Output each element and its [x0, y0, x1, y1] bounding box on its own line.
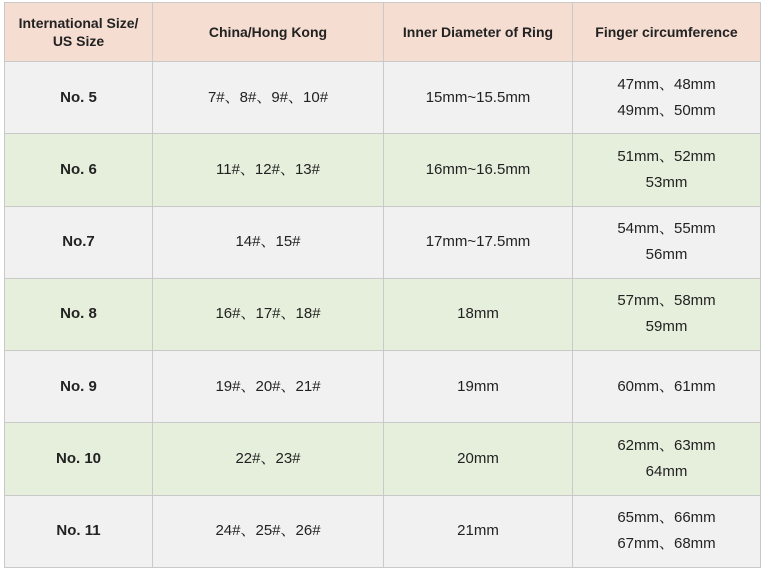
cell-china-size: 24#、25#、26#	[153, 495, 384, 567]
cell-china-size: 19#、20#、21#	[153, 351, 384, 423]
cell-international-size: No. 10	[5, 423, 153, 495]
table-row	[5, 278, 761, 350]
table-row	[5, 62, 761, 134]
finger-line2: 59mm	[645, 318, 688, 336]
table-row	[5, 423, 761, 495]
cell-finger-circumference	[573, 495, 761, 567]
cell-inner-diameter: 20mm	[384, 423, 573, 495]
cell-international-size: No. 8	[5, 278, 153, 350]
cell-international-size: No. 9	[5, 351, 153, 423]
header-international-line2: US Size	[52, 33, 105, 49]
cell-inner-diameter: 15mm~15.5mm	[384, 62, 573, 134]
cell-international-size: No. 5	[5, 62, 153, 134]
finger-line2: 67mm、68mm	[617, 535, 716, 553]
cell-inner-diameter: 18mm	[384, 278, 573, 350]
cell-international-size: No. 11	[5, 495, 153, 567]
cell-finger-circumference	[573, 206, 761, 278]
finger-line1: 54mm、55mm	[617, 220, 716, 238]
finger-line2: 49mm、50mm	[617, 101, 716, 119]
cell-inner-diameter: 16mm~16.5mm	[384, 134, 573, 206]
finger-line2: 56mm	[645, 246, 688, 264]
finger-line2: 64mm	[645, 463, 688, 481]
cell-inner-diameter: 17mm~17.5mm	[384, 206, 573, 278]
cell-china-size: 16#、17#、18#	[153, 278, 384, 350]
table-row	[5, 495, 761, 567]
cell-finger-circumference	[573, 423, 761, 495]
cell-finger-circumference	[573, 134, 761, 206]
header-row	[5, 3, 761, 62]
cell-inner-diameter: 21mm	[384, 495, 573, 567]
ring-size-table	[4, 2, 761, 568]
cell-china-size: 14#、15#	[153, 206, 384, 278]
finger-line1: 57mm、58mm	[617, 292, 716, 310]
finger-line1: 60mm、61mm	[617, 377, 716, 395]
table-row	[5, 351, 761, 423]
header-international-line1: International Size/	[18, 15, 139, 31]
header-inner-diameter: Inner Diameter of Ring	[384, 3, 573, 62]
finger-line1: 47mm、48mm	[617, 75, 716, 93]
cell-china-size: 7#、8#、9#、10#	[153, 62, 384, 134]
table-row	[5, 206, 761, 278]
cell-china-size: 22#、23#	[153, 423, 384, 495]
cell-inner-diameter: 19mm	[384, 351, 573, 423]
cell-international-size: No.7	[5, 206, 153, 278]
cell-international-size: No. 6	[5, 134, 153, 206]
cell-finger-circumference	[573, 62, 761, 134]
table-row	[5, 134, 761, 206]
header-china-hong-kong: China/Hong Kong	[153, 3, 384, 62]
header-finger-circumference: Finger circumference	[573, 3, 761, 62]
finger-line1: 65mm、66mm	[617, 509, 716, 527]
cell-china-size: 11#、12#、13#	[153, 134, 384, 206]
cell-finger-circumference	[573, 278, 761, 350]
finger-line1: 51mm、52mm	[617, 147, 716, 165]
cell-finger-circumference	[573, 351, 761, 423]
header-international-size	[5, 3, 153, 62]
finger-line1: 62mm、63mm	[617, 437, 716, 455]
finger-line2: 53mm	[645, 173, 688, 191]
